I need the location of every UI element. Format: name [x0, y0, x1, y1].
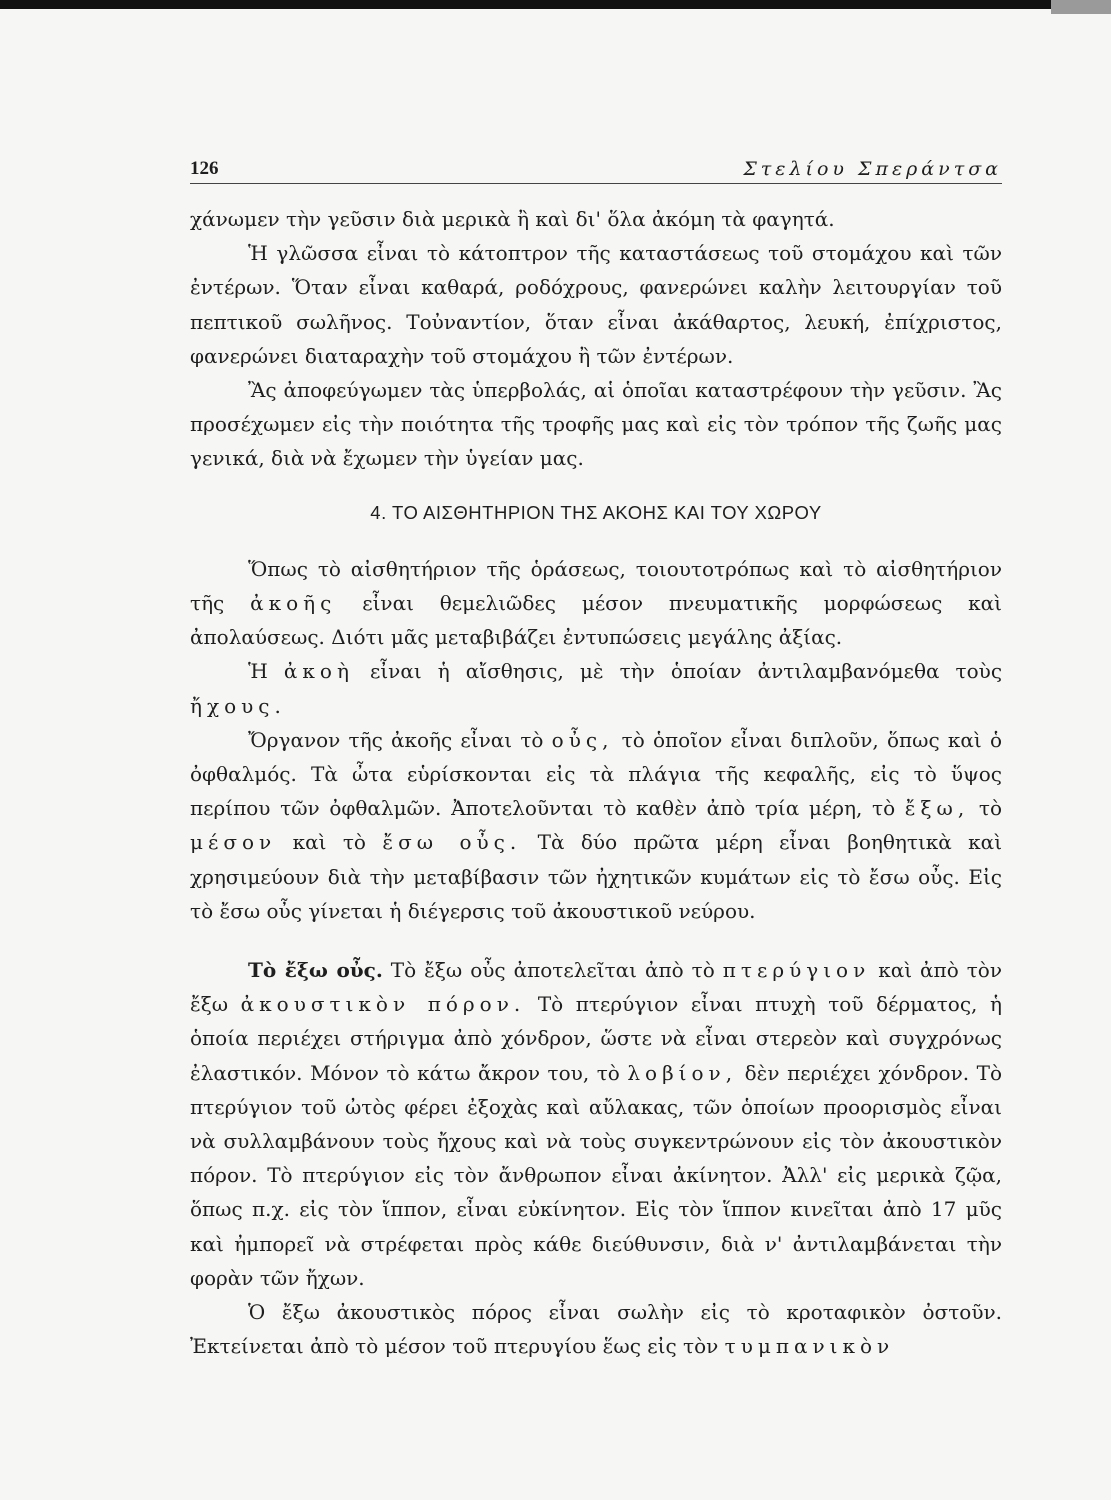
- paragraph-7: [190, 953, 1002, 1295]
- running-head: Στελίου Σπεράντσα: [743, 158, 1002, 180]
- paragraph-1: χάνωμεν τὴν γεῦσιν διὰ μερικὰ ἢ καὶ δι' ὅλα ἀκόμη τὰ φαγητά.: [190, 207, 835, 231]
- p7-text-g: δὲν περιέχει χόνδρον. Τὸ πτερύγιον τοῦ ὠτὸς φέρει ἐξοχὰς καὶ αὔλακας, τῶν ὁποίων προορισμὸς εἶναι νὰ συλλαμβάνουν τοὺς ἤχους καὶ νὰ τοὺς συγκεντρώνουν εἰς τὸν ἀκουστικὸν πόρον. Τὸ πτερύγιον εἰς τὸν ἄνθρωπον εἶναι ἀκίνητον. Ἀλλ' εἰς μερικὰ ζῷα, ὅπως π.χ. εἰς τὸν ἵππον, εἶναι εὐκίνητον. Εἰς τὸν ἵππον κινεῖται ἀπὸ 17 μῦς καὶ ἠμπορεῖ νὰ στρέφεται πρὸς κάθε διεύθυνσιν, διὰ ν' ἀντιλαμβάνεται τὴν φορὰν τῶν ἤχων.: [190, 1060, 1003, 1290]
- paragraph-6: [190, 723, 1002, 928]
- p7-text-e: Τὸ πτερύγιον εἶναι πτυχὴ τοῦ δέρματος, ἡ ὁποία περιέχει στήριγμα ἀπὸ χόνδρον, ὥστε νὰ εἶναι στερεὸν καὶ συγχρόνως ἐλαστικόν. Μόνον τὸ κάτω ἄκρον του, τὸ: [190, 992, 1002, 1085]
- p6-text-i: Τὰ δύο πρῶτα μέρη εἶναι βοηθητικὰ καὶ χρησιμεύουν διὰ τὴν μεταβίβασιν τῶν ἠχητικῶν κυμάτων εἰς τὸ ἔσω οὖς. Εἰς τὸ ἔσω οὖς γίνεται ἡ διέγερσις τοῦ ἀκουστικοῦ νεύρου.: [190, 830, 1003, 923]
- section-title: 4. ΤΟ ΑΙΣΘΗΤΗΡΙΟΝ ΤΗΣ ΑΚΟΗΣ ΚΑΙ ΤΟΥ ΧΩΡΟΥ: [370, 501, 822, 523]
- p5-text-c: εἶναι ἡ αἴσθησις, μὲ τὴν ὁποίαν ἀντιλαμβανόμεθα τοὺς: [369, 659, 1003, 684]
- paragraph-2: Ἡ γλῶσσα εἶναι τὸ κάτοπτρον τῆς καταστάσεως τοῦ στομάχου καὶ τῶν ἐντέρων. Ὅταν εἶναι καθαρά, ροδόχρους, φανερώνει καλὴν λειτουργίαν τοῦ πεπτικοῦ σωλῆνος. Τοὐναντίον, ὅταν εἶναι ἀκάθαρτος, λευκή, ἐπίχριστος, φανερώνει διαταραχὴν τοῦ στομάχου ἢ τῶν ἐντέρων.: [190, 241, 1002, 368]
- p7-spaced-term-3: λοβίον,: [627, 1060, 738, 1085]
- p7-text-a: Τὸ ἔξω οὖς ἀποτελεῖται ἀπὸ τὸ: [390, 958, 715, 983]
- book-page: [190, 150, 1002, 1364]
- p7-spaced-term-2: ἀκουστικὸν πόρον.: [240, 992, 526, 1017]
- p4-spaced-term: ἀκοῆς: [250, 591, 337, 616]
- p5-text-a: Ἡ: [248, 659, 268, 684]
- scan-corner-mark: [1051, 0, 1111, 14]
- page-header: [190, 150, 1002, 184]
- paragraph-3: Ἂς ἀποφεύγωμεν τὰς ὑπερβολάς, αἱ ὁποῖαι καταστρέφουν τὴν γεῦσιν. Ἂς προσέχωμεν εἰς τὴν ποιότητα τῆς τροφῆς μας καὶ εἰς τὸν τρόπον τῆς ζωῆς μας γενικά, διὰ νὰ ἔχωμεν τὴν ὑγείαν μας.: [190, 378, 1002, 471]
- p6-spaced-term-2: ἔξω,: [904, 796, 970, 821]
- p8-spaced-term: τυμπανικὸν: [724, 1334, 895, 1359]
- p6-text-e: τὸ: [978, 796, 1003, 821]
- p7-spaced-term: πτερύγιον: [722, 958, 871, 983]
- paragraph-8: [190, 1295, 1002, 1363]
- subsection-heading: Τὸ ἔξω οὖς.: [248, 958, 383, 983]
- p8-text-a: Ὁ ἔξω ἀκουστικὸς πόρος εἶναι σωλὴν εἰς τὸ κροταφικὸν ὀστοῦν. Ἐκτείνεται ἀπὸ τὸ μέσον τοῦ πτερυγίου ἕως εἰς τὸν: [190, 1300, 1002, 1359]
- p6-spaced-term-4: ἔσω οὖς.: [382, 830, 522, 855]
- paragraph-5: [190, 654, 1002, 722]
- p6-text-c: τὸ ὁποῖον εἶναι διπλοῦν, ὅπως καὶ ὁ ὀφθαλμός. Τὰ ὦτα εὑρίσκονται εἰς τὰ πλάγια τῆς κεφαλῆς, εἰς τὸ ὕψος περίπου τῶν ὀφθαλμῶν. Ἀποτελοῦνται τὸ καθὲν ἀπὸ τρία μέρη, τὸ: [190, 727, 1003, 821]
- scan-top-border: [0, 0, 1111, 9]
- p6-spaced-term: οὖς,: [551, 727, 614, 752]
- p4-text-a: Ὅπως τὸ αἰσθητήριον τῆς ὁράσεως, τοιουτοτρόπως καὶ τὸ αἰσθητήριον τῆς: [190, 556, 1002, 616]
- page-body: [190, 202, 1002, 1364]
- p5-spaced-term-2: ἤχους.: [190, 693, 286, 718]
- p6-spaced-term-3: μέσον: [190, 830, 277, 855]
- p7-text-c: καὶ ἀπὸ τὸν ἔξω: [190, 958, 1002, 1017]
- paragraph-4: [190, 552, 1002, 655]
- p5-spaced-term: ἀκοὴ: [283, 659, 354, 684]
- p6-text-g: καὶ τὸ: [292, 830, 366, 855]
- paragraph-gap: [190, 928, 1002, 953]
- p6-text-a: Ὄργανον τῆς ἀκοῆς εἶναι τὸ: [248, 727, 544, 752]
- page-number: 126: [190, 158, 219, 179]
- p4-text-c: εἶναι θεμελιῶδες μέσον πνευματικῆς μορφώσεως καὶ ἀπολαύσεως. Διότι μᾶς μεταβιβάζει ἐντυπώσεις μεγάλης ἀξίας.: [190, 591, 1002, 650]
